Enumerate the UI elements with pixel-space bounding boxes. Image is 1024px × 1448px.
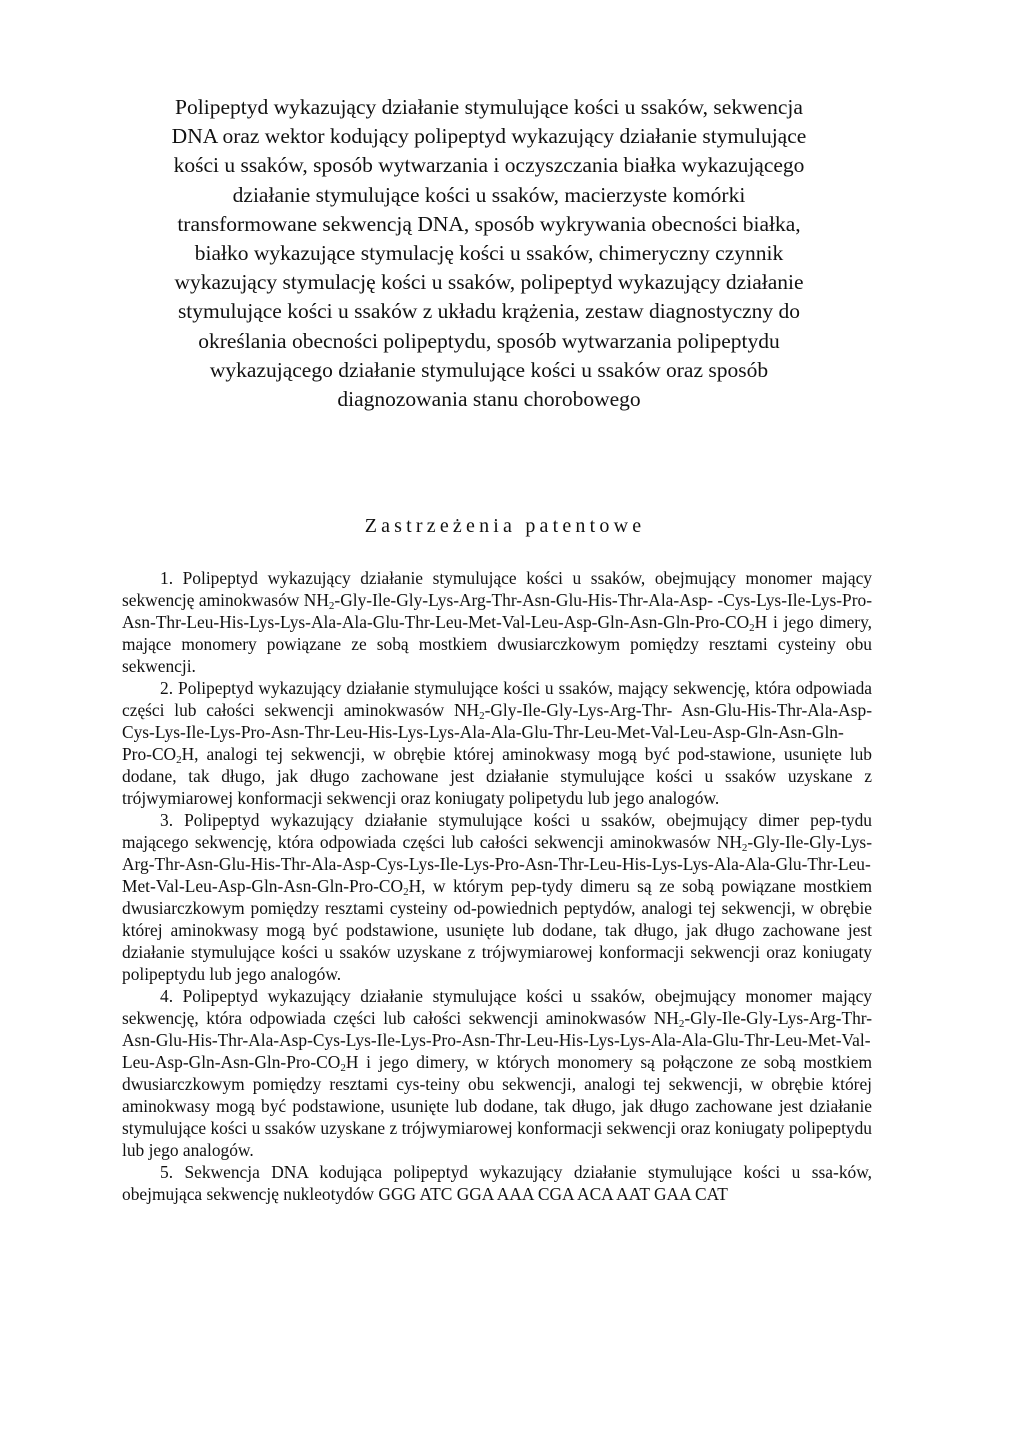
subscript: 2 [678, 1018, 685, 1030]
section-heading: Zastrzeżenia patentowe [364, 515, 646, 537]
subscript: 2 [741, 842, 748, 854]
claim-4-text-c: H i jego dimery, w których monomery są połączone ze sobą mostkiem dwusiarczkowym pomiędzy resztami cys-teiny obu sekwencji, analogi tej sekwencji, w obrębie której aminokwasy mogą być podstawione, usunięte lub dodane, tak długo, jak długo zachowane jest działanie stymulujące kości u ssaków uzyskane z trójwymiarowej konformacji sekwencji oraz koniugaty polipeptydu lub jego analogów. [122, 1052, 872, 1160]
claim-4-text-b: -Gly-Ile-Gly-Lys-Arg-Thr-Asn-Glu-His-Thr-Ala-Asp-Cys-Lys-Ile-Lys-Pro-Asn-Thr-Leu-His-Lys-Lys-Ala-Ala-Glu-Thr-Leu-Met-Val-Leu-Asp-Gln-Asn-Gln-Pro-CO [122, 1008, 872, 1072]
claim-3-text-b: -Gly-Ile-Gly-Lys-Arg-Thr-Asn-Glu-His-Thr-Ala-Asp-Cys-Lys-Ile-Lys-Pro-Asn-Thr-Leu-His-Lys-Lys-Ala-Ala-Glu-Thr-Leu-Met-Val-Leu-Asp-Gln-Asn-Gln-Pro-CO [122, 832, 872, 896]
claim-2 [122, 677, 872, 809]
claim-5 [122, 1161, 872, 1205]
subscript: 2 [479, 710, 485, 722]
subscript: 2 [328, 600, 335, 612]
claim-4-text-a: 4. Polipeptyd wykazujący działanie stymulujące kości u ssaków, obejmujący monomer mający sekwencję, która odpowiada części lub całości sekwencji aminokwasów NH [122, 986, 872, 1028]
claim-4 [122, 985, 872, 1161]
claim-1-text-c: H i jego dimery, mające monomery powiązane ze sobą mostkiem dwusiarczkowym pomiędzy resztami cysteiny obu sekwencji. [122, 612, 872, 676]
subscript: 2 [749, 622, 755, 634]
document-title: Polipeptyd wykazujący działanie stymulujące kości u ssaków, sekwencja DNA oraz wektor kodujący polipeptyd wykazujący działanie stymulujące kości u ssaków, sposób wytwarzania i oczyszczania białka wykazującego działanie stymulujące kości u ssaków, macierzyste komórki transformowane sekwencją DNA, sposób wykrywania obecności białka, białko wykazujące stymulację kości u ssaków, chimeryczny czynnik wykazujący stymulację kości u ssaków, polipeptyd wykazujący działanie stymulujące kości u ssaków z układu krążenia, zestaw diagnostyczny do określania obecności polipeptydu, sposób wytwarzania polipeptydu wykazującego działanie stymulujące kości u ssaków oraz sposób diagnozowania stanu chorobowego [171, 95, 807, 412]
claim-1 [122, 567, 872, 677]
claim-2-text-c: H, analogi tej sekwencji, w obrębie której aminokwasy mogą być pod-stawione, usunięte lub dodane, tak długo, jak długo zachowane jest działanie stymulujące kości u ssaków uzyskane z trójwymiarowej konformacji sekwencji oraz koniugaty polipetydu lub jego analogów. [122, 744, 872, 808]
claim-2-text-a: 2. Polipeptyd wykazujący działanie stymulujące kości u ssaków, mający sekwencję, która odpowiada części lub całości sekwencji aminokwasów NH [122, 678, 872, 720]
claims-list [122, 567, 872, 1205]
subscript: 2 [403, 886, 409, 898]
subscript: 2 [176, 754, 182, 766]
claim-1-text-a: 1. Polipeptyd wykazujący działanie stymulujące kości u ssaków, obejmujący monomer mający sekwencję aminokwasów NH [122, 568, 872, 610]
claim-3-text-a: 3. Polipeptyd wykazujący działanie stymulujące kości u ssaków, obejmujący dimer pep-tydu mającego sekwencję, która odpowiada części lub całości sekwencji aminokwasów NH [122, 810, 872, 852]
claim-3-text-c: H, w którym pep-tydy dimeru są ze sobą powiązane mostkiem dwusiarczkowym pomiędzy resztami cysteiny od-powiednich peptydów, analogi tej sekwencji, w obrębie której aminokwasy mogą być podstawione, usunięte lub dodane, tak długo, jak długo zachowane jest działanie stymulujące kości u ssaków uzyskane z trójwymiarowej konformacji sekwencji oraz koniugaty polipeptydu lub jego analogów. [122, 876, 872, 984]
subscript: 2 [340, 1062, 346, 1074]
claim-2-text-b: -Gly-Ile-Gly-Lys-Arg-Thr- Asn-Glu-His-Thr-Ala-Asp-Cys-Lys-Ile-Lys-Pro-Asn-Thr-Leu-His-Lys-Lys-Ala-Ala-Glu-Thr-Leu-Met-Val-Leu-Asp-Gln-Asn-Gln-Pro-CO [122, 700, 872, 764]
claim-5-text: 5. Sekwencja DNA kodująca polipeptyd wykazujący działanie stymulujące kości u ssa-ków, obejmująca sekwencję nukleotydów GGG ATC GGA AAA CGA ACA AAT GAA CAT [122, 1162, 872, 1204]
claim-3 [122, 809, 872, 985]
claim-1-text-b: -Gly-Ile-Gly-Lys-Arg-Thr-Asn-Glu-His-Thr-Ala-Asp- -Cys-Lys-Ile-Lys-Pro-Asn-Thr-Leu-His-Lys-Lys-Ala-Ala-Glu-Thr-Leu-Met-Val-Leu-Asp-Gln-Asn-Gln-Pro-CO [122, 590, 872, 632]
